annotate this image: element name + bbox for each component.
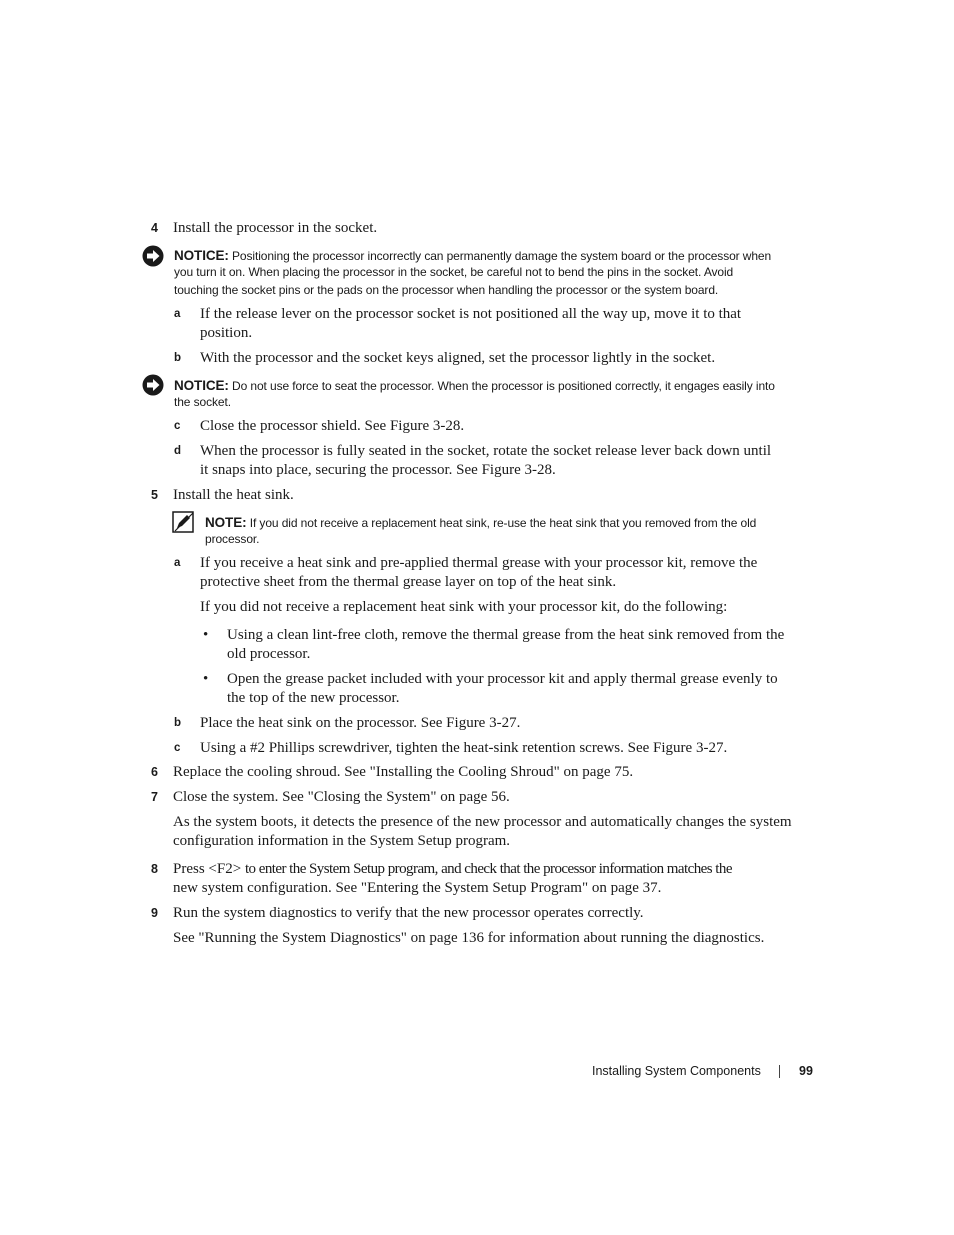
substep-4b-line-1: With the processor and the socket keys aligned, set the processor lightly in the socket. bbox=[200, 350, 716, 366]
step-8-line-1 bbox=[173, 860, 732, 879]
substep-letter-5b: b bbox=[174, 717, 182, 729]
notice-arrow-icon bbox=[142, 374, 164, 396]
step-number-5: 5 bbox=[151, 488, 158, 502]
substep-letter-5c: c bbox=[174, 742, 181, 754]
note-1-label: NOTE: bbox=[205, 515, 247, 530]
substep-5a-paragraph: If you did not receive a replacement heat sink with your processor kit, do the following: bbox=[200, 599, 728, 615]
step-9-paragraph: See "Running the System Diagnostics" on page 136 for information about running the diagnostics. bbox=[173, 930, 765, 946]
notice-1-line-1 bbox=[174, 247, 771, 266]
footer-section-title: Installing System Components bbox=[592, 1064, 761, 1078]
step-number-7: 7 bbox=[151, 790, 158, 804]
bullet-2-symbol: • bbox=[203, 671, 209, 687]
note-1-line-1 bbox=[205, 514, 756, 533]
notice-1-line-2: you turn it on. When placing the processor in the socket, be careful not to bend the pins in the socket. Avoid bbox=[174, 265, 734, 279]
step-6-text: Replace the cooling shroud. See "Installing the Cooling Shroud" on page 75. bbox=[173, 764, 634, 780]
footer-divider bbox=[779, 1065, 780, 1078]
step-8-keypress: Press <F2> bbox=[173, 861, 245, 877]
substep-4d-line-1: When the processor is fully seated in the socket, rotate the socket release lever back down until bbox=[200, 443, 772, 459]
substep-5a-line-1: If you receive a heat sink and pre-applied thermal grease with your processor kit, remove the bbox=[200, 555, 758, 571]
bullet-1-line-1: Using a clean lint-free cloth, remove the thermal grease from the heat sink removed from the bbox=[227, 627, 785, 643]
substep-letter-5a: a bbox=[174, 557, 181, 569]
substep-4d-line-2: it snaps into place, securing the processor. See Figure 3-28. bbox=[200, 462, 556, 478]
step-9-text: Run the system diagnostics to verify that the new processor operates correctly. bbox=[173, 905, 644, 921]
notice-2-text: Do not use force to seat the processor. When the processor is positioned correctly, it engages easily into bbox=[232, 379, 775, 393]
step-4-text: Install the processor in the socket. bbox=[173, 220, 378, 236]
bullet-2-line-1: Open the grease packet included with your processor kit and apply thermal grease evenly to bbox=[227, 671, 778, 687]
notice-1-text: Positioning the processor incorrectly can permanently damage the system board or the processor when bbox=[232, 249, 772, 263]
substep-letter-4b: b bbox=[174, 352, 182, 364]
notice-1-line-3: touching the socket pins or the pads on the processor when handling the processor or the system board. bbox=[174, 283, 719, 297]
notice-2-label: NOTICE: bbox=[174, 378, 229, 393]
step-7-paragraph-line-2: configuration information in the System Setup program. bbox=[173, 833, 511, 849]
substep-letter-4d: d bbox=[174, 445, 182, 457]
note-1-text: If you did not receive a replacement heat sink, re-use the heat sink that you removed from the old bbox=[249, 516, 757, 530]
substep-5b-line-1: Place the heat sink on the processor. See Figure 3-27. bbox=[200, 715, 521, 731]
note-pencil-icon bbox=[172, 511, 194, 533]
substep-letter-4c: c bbox=[174, 420, 181, 432]
substep-5a-line-2: protective sheet from the thermal grease layer on top of the heat sink. bbox=[200, 574, 617, 590]
step-number-4: 4 bbox=[151, 221, 158, 235]
step-number-9: 9 bbox=[151, 906, 158, 920]
notice-2-line-2: the socket. bbox=[174, 395, 231, 409]
bullet-1-line-2: old processor. bbox=[227, 646, 311, 662]
step-number-6: 6 bbox=[151, 765, 158, 779]
substep-4c-line-1: Close the processor shield. See Figure 3-28. bbox=[200, 418, 465, 434]
bullet-2-line-2: the top of the new processor. bbox=[227, 690, 400, 706]
substep-5c-line-1: Using a #2 Phillips screwdriver, tighten the heat-sink retention screws. See Figure 3-27. bbox=[200, 740, 728, 756]
step-number-8: 8 bbox=[151, 862, 158, 876]
step-8-line-2: new system configuration. See "Entering the System Setup Program" on page 37. bbox=[173, 880, 662, 896]
notice-1-label: NOTICE: bbox=[174, 248, 229, 263]
notice-arrow-icon bbox=[142, 245, 164, 267]
substep-letter-4a: a bbox=[174, 308, 181, 320]
step-5-text: Install the heat sink. bbox=[173, 487, 294, 503]
step-7-text: Close the system. See "Closing the System" on page 56. bbox=[173, 789, 510, 805]
page-number: 99 bbox=[799, 1064, 813, 1078]
notice-2-line-1 bbox=[174, 377, 775, 396]
bullet-1-symbol: • bbox=[203, 627, 209, 643]
step-8-line-1-rest: to enter the System Setup program, and check that the processor information matches the bbox=[244, 861, 732, 877]
step-7-paragraph-line-1: As the system boots, it detects the presence of the new processor and automatically changes the system bbox=[173, 814, 792, 830]
substep-4a-line-2: position. bbox=[200, 325, 253, 341]
substep-4a-line-1: If the release lever on the processor socket is not positioned all the way up, move it to that bbox=[200, 306, 742, 322]
note-1-line-2: processor. bbox=[205, 532, 260, 546]
